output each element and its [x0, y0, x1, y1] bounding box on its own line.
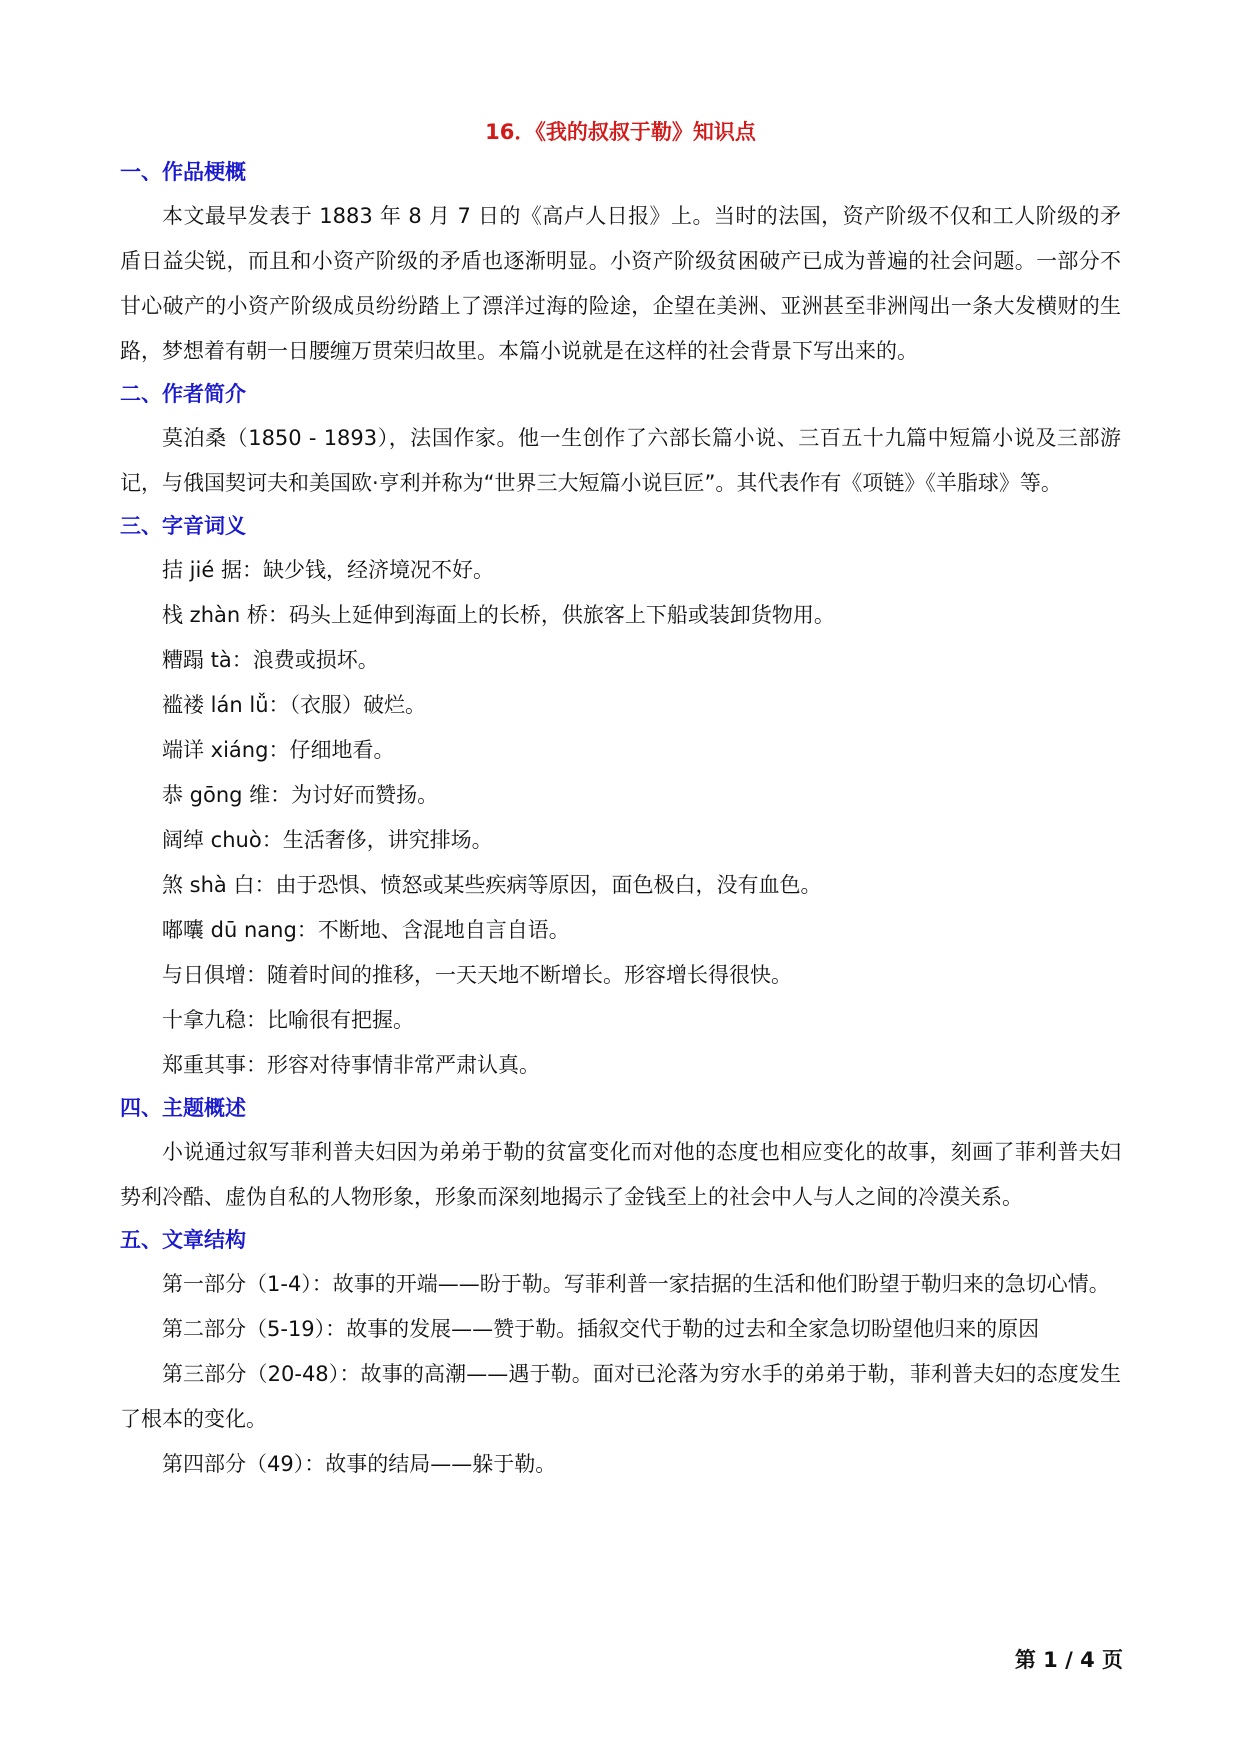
- section-heading-theme: 四、主题概述: [120, 1096, 246, 1120]
- structure-paragraph: 第一部分（1-4）：故事的开端——盼于勒。写菲利普一家拮据的生活和他们盼望于勒归来的急切心情。: [162, 1272, 1110, 1296]
- section-structure: [120, 1224, 1121, 1487]
- section-theme: [120, 1092, 1121, 1220]
- section-heading-vocabulary: 三、字音词义: [120, 514, 246, 538]
- structure-paragraph: 第三部分（20-48）：故事的高潮——遇于勒。面对已沦落为穷水手的弟弟于勒，菲利普夫妇的态度发生了根本的变化。: [120, 1362, 1121, 1431]
- document-title: 16．《我的叔叔于勒》知识点: [485, 120, 756, 144]
- vocab-entry: 十拿九稳：比喻很有把握。: [162, 1008, 414, 1032]
- theme-paragraph: 小说通过叙写菲利普夫妇因为弟弟于勒的贫富变化而对他的态度也相应变化的故事，刻画了菲利普夫妇势利冷酷、虚伪自私的人物形象，形象而深刻地揭示了金钱至上的社会中人与人之间的冷漠关系。: [120, 1140, 1121, 1209]
- vocab-entry: 煞 shà 白：由于恐惧、愤怒或某些疾病等原因，面色极白，没有血色。: [162, 873, 822, 897]
- structure-paragraph: 第二部分（5-19）：故事的发展——赞于勒。插叙交代于勒的过去和全家急切盼望他归来的原因: [162, 1317, 1040, 1341]
- section-heading-summary: 一、作品梗概: [120, 160, 246, 184]
- vocab-entry: 恭 gōng 维：为讨好而赞扬。: [162, 783, 439, 807]
- vocab-entry: 郑重其事：形容对待事情非常严肃认真。: [162, 1053, 540, 1077]
- author-paragraph: 莫泊桑（1850 - 1893），法国作家。他一生创作了六部长篇小说、三百五十九篇中短篇小说及三部游记，与俄国契诃夫和美国欧·亨利并称为“世界三大短篇小说巨匠”。其代表作有《项链》《羊脂球》等。: [120, 426, 1121, 495]
- section-heading-structure: 五、文章结构: [120, 1228, 246, 1252]
- section-vocabulary: [120, 510, 1121, 1088]
- vocab-entry: 拮 jié 据：缺少钱，经济境况不好。: [162, 558, 494, 582]
- vocab-entry: 嘟囔 dū nang：不断地、含混地自言自语。: [162, 918, 570, 942]
- vocab-entry: 阔绰 chuò：生活奢侈，讲究排场。: [162, 828, 493, 852]
- vocab-entry: 端详 xiáng：仔细地看。: [162, 738, 395, 762]
- section-summary: [120, 156, 1121, 374]
- summary-paragraph: 本文最早发表于 1883 年 8 月 7 日的《高卢人日报》上。当时的法国，资产阶级不仅和工人阶级的矛盾日益尖锐，而且和小资产阶级的矛盾也逐渐明显。小资产阶级贫困破产已成为普遍的社会问题。一部分不甘心破产的小资产阶级成员纷纷踏上了漂洋过海的险途，企望在美洲、亚洲甚至非洲闯出一条大发横财的生路，梦想着有朝一日腰缠万贯荣归故里。本篇小说就是在这样的社会背景下写出来的。: [120, 204, 1121, 363]
- vocab-entry: 栈 zhàn 桥：码头上延伸到海面上的长桥，供旅客上下船或装卸货物用。: [162, 603, 835, 627]
- page-number: 第 1 / 4 页: [1014, 1648, 1123, 1672]
- section-heading-author: 二、作者简介: [120, 382, 246, 406]
- vocab-entry: 糟蹋 tà：浪费或损坏。: [162, 648, 379, 672]
- vocab-entry: 与日俱增：随着时间的推移，一天天地不断增长。形容增长得很快。: [162, 963, 792, 987]
- vocab-entry: 褴褛 lán lǚ：（衣服）破烂。: [162, 693, 427, 717]
- structure-paragraph: 第四部分（49）：故事的结局——躲于勒。: [162, 1452, 557, 1476]
- section-author: [120, 378, 1121, 506]
